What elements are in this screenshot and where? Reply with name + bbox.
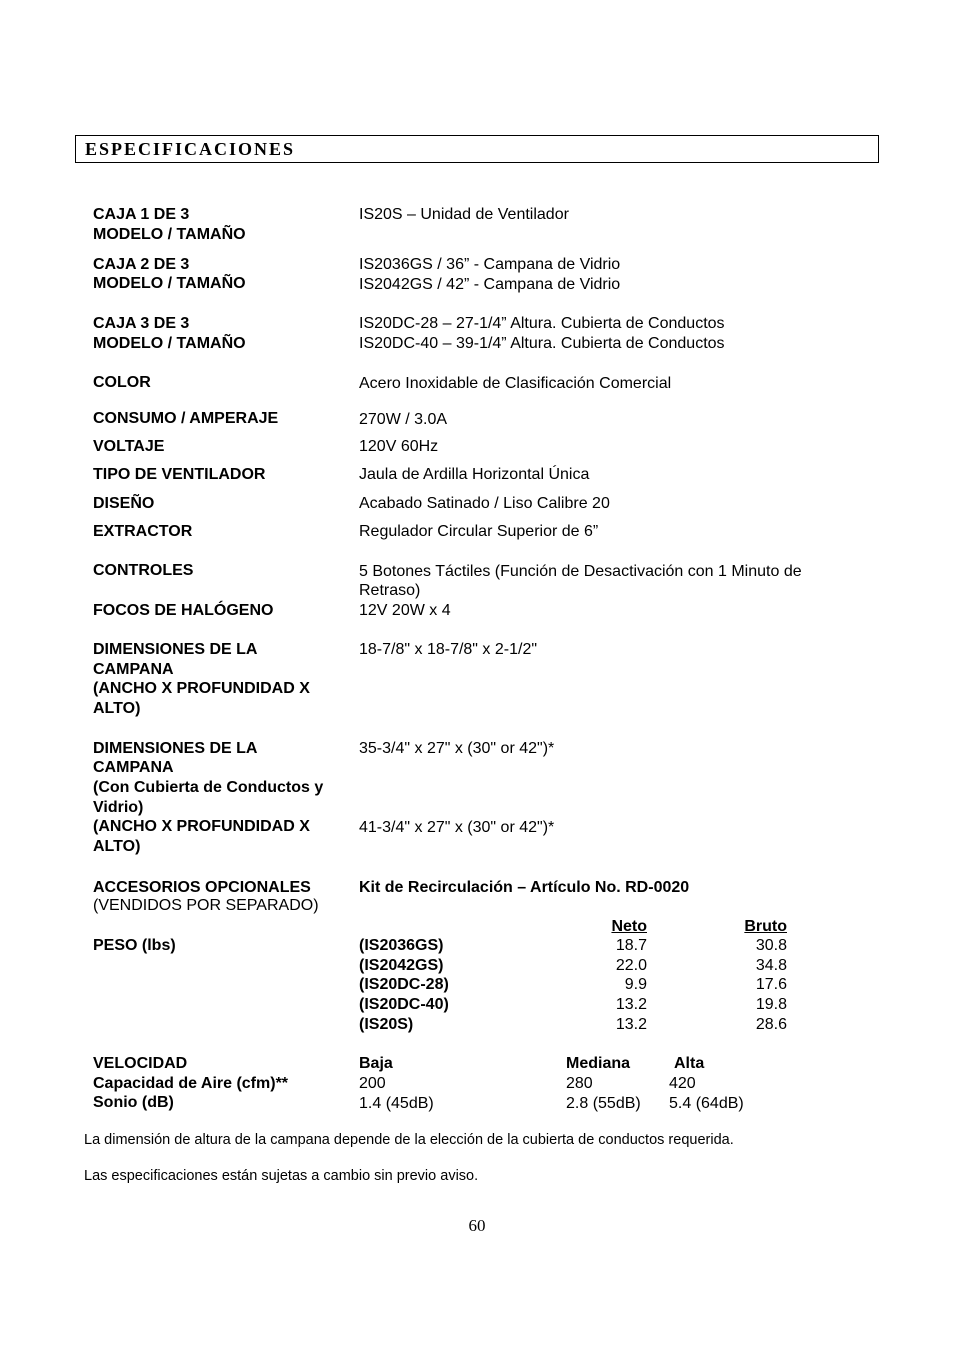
voltaje-label: VOLTAJE	[93, 438, 165, 455]
weight-bruto-header: Bruto	[744, 918, 787, 935]
diseno-label: DISEÑO	[93, 495, 155, 512]
dim2-value-1: 35-3/4" x 27" x (30" or 42")*	[359, 740, 555, 757]
section-title: ESPECIFICACIONES	[85, 139, 296, 159]
dim1-value: 18-7/8" x 18-7/8" x 2-1/2"	[359, 641, 538, 658]
footnote-changes: Las especificaciones están sujetas a cambio sin previo aviso.	[84, 1168, 479, 1184]
section-header-box	[75, 135, 879, 163]
speed-high-header: Alta	[674, 1055, 705, 1072]
dim1-label-1: DIMENSIONES DE LA	[93, 641, 258, 658]
focos-label: FOCOS DE HALÓGENO	[93, 602, 274, 619]
dim1-label-2: CAMPANA	[93, 661, 174, 678]
weight-neto: 22.0	[615, 957, 647, 974]
weight-model: (IS20DC-40)	[359, 996, 449, 1013]
extractor-value: Regulador Circular Superior de 6”	[359, 523, 599, 540]
controles-value-2: Retraso)	[359, 582, 421, 599]
box3-value-2: IS20DC-40 – 39-1/4” Altura. Cubierta de Conductos	[359, 335, 725, 352]
dim2-label-4: Vidrio)	[93, 799, 144, 816]
consumo-value: 270W / 3.0A	[359, 411, 448, 428]
dim1-label-4: ALTO)	[93, 700, 141, 717]
accesorios-value: Kit de Recirculación – Artículo No. RD-0020	[359, 879, 690, 896]
weight-neto: 13.2	[615, 996, 647, 1013]
weight-neto: 18.7	[615, 937, 647, 954]
dim2-label-2: CAMPANA	[93, 759, 174, 776]
weight-neto: 13.2	[615, 1016, 647, 1033]
box3-label: CAJA 3 DE 3	[93, 315, 190, 332]
air-high: 420	[669, 1075, 696, 1092]
box2-model-label: MODELO / TAMAÑO	[93, 275, 246, 292]
extractor-label: EXTRACTOR	[93, 523, 193, 540]
box3-model-label: MODELO / TAMAÑO	[93, 335, 246, 352]
controles-value-1: 5 Botones Táctiles (Función de Desactivación con 1 Minuto de	[359, 563, 802, 580]
weight-model: (IS20DC-28)	[359, 976, 449, 993]
dim2-label-5: (ANCHO X PROFUNDIDAD X	[93, 818, 310, 835]
weight-neto-header: Neto	[611, 918, 647, 935]
dim2-label-3: (Con Cubierta de Conductos y	[93, 779, 324, 796]
dim2-value-2: 41-3/4" x 27" x (30" or 42")*	[359, 819, 555, 836]
color-value: Acero Inoxidable de Clasificación Comercial	[359, 375, 672, 392]
focos-value: 12V 20W x 4	[359, 602, 451, 619]
box2-value-2: IS2042GS / 42” - Campana de Vidrio	[359, 276, 621, 293]
weight-model: (IS2036GS)	[359, 937, 444, 954]
weight-model: (IS2042GS)	[359, 957, 444, 974]
dim2-label-1: DIMENSIONES DE LA	[93, 740, 258, 757]
footnote-height: La dimensión de altura de la campana depende de la elección de la cubierta de conductos requerida.	[84, 1132, 734, 1148]
box3-value-1: IS20DC-28 – 27-1/4” Altura. Cubierta de Conductos	[359, 315, 725, 332]
dim1-label-3: (ANCHO X PROFUNDIDAD X	[93, 680, 310, 697]
accesorios-sublabel: (VENDIDOS POR SEPARADO)	[93, 897, 319, 914]
voltaje-value: 120V 60Hz	[359, 438, 439, 455]
weight-bruto: 28.6	[755, 1016, 787, 1033]
ventilador-label: TIPO DE VENTILADOR	[93, 466, 266, 483]
box2-label: CAJA 2 DE 3	[93, 256, 190, 273]
air-capacity-label: Capacidad de Aire (cfm)**	[93, 1075, 289, 1092]
speed-label: VELOCIDAD	[93, 1055, 188, 1072]
box1-model-label: MODELO / TAMAÑO	[93, 226, 246, 243]
air-low: 200	[359, 1075, 386, 1092]
page-number: 60	[468, 1216, 486, 1235]
weight-bruto: 19.8	[755, 996, 787, 1013]
box2-value-1: IS2036GS / 36” - Campana de Vidrio	[359, 256, 621, 273]
ventilador-value: Jaula de Ardilla Horizontal Única	[359, 466, 590, 483]
sone-medium: 2.8 (55dB)	[566, 1095, 641, 1112]
weight-bruto: 34.8	[755, 957, 787, 974]
sone-low: 1.4 (45dB)	[359, 1095, 434, 1112]
accesorios-label: ACCESORIOS OPCIONALES	[93, 879, 311, 896]
box1-value: IS20S – Unidad de Ventilador	[359, 206, 569, 223]
weight-neto: 9.9	[624, 976, 647, 993]
air-medium: 280	[566, 1075, 593, 1092]
weight-bruto: 17.6	[755, 976, 787, 993]
sone-label: Sonio (dB)	[93, 1094, 174, 1111]
consumo-label: CONSUMO / AMPERAJE	[93, 410, 279, 427]
sone-high: 5.4 (64dB)	[669, 1095, 744, 1112]
box1-label: CAJA 1 DE 3	[93, 206, 190, 223]
dim2-label-6: ALTO)	[93, 838, 141, 855]
diseno-value: Acabado Satinado / Liso Calibre 20	[359, 495, 610, 512]
speed-low-header: Baja	[359, 1055, 393, 1072]
weight-model: (IS20S)	[359, 1016, 414, 1033]
speed-medium-header: Mediana	[566, 1055, 631, 1072]
weight-bruto: 30.8	[755, 937, 787, 954]
controles-label: CONTROLES	[93, 562, 194, 579]
color-label: COLOR	[93, 374, 151, 391]
weight-label: PESO (lbs)	[93, 937, 176, 954]
